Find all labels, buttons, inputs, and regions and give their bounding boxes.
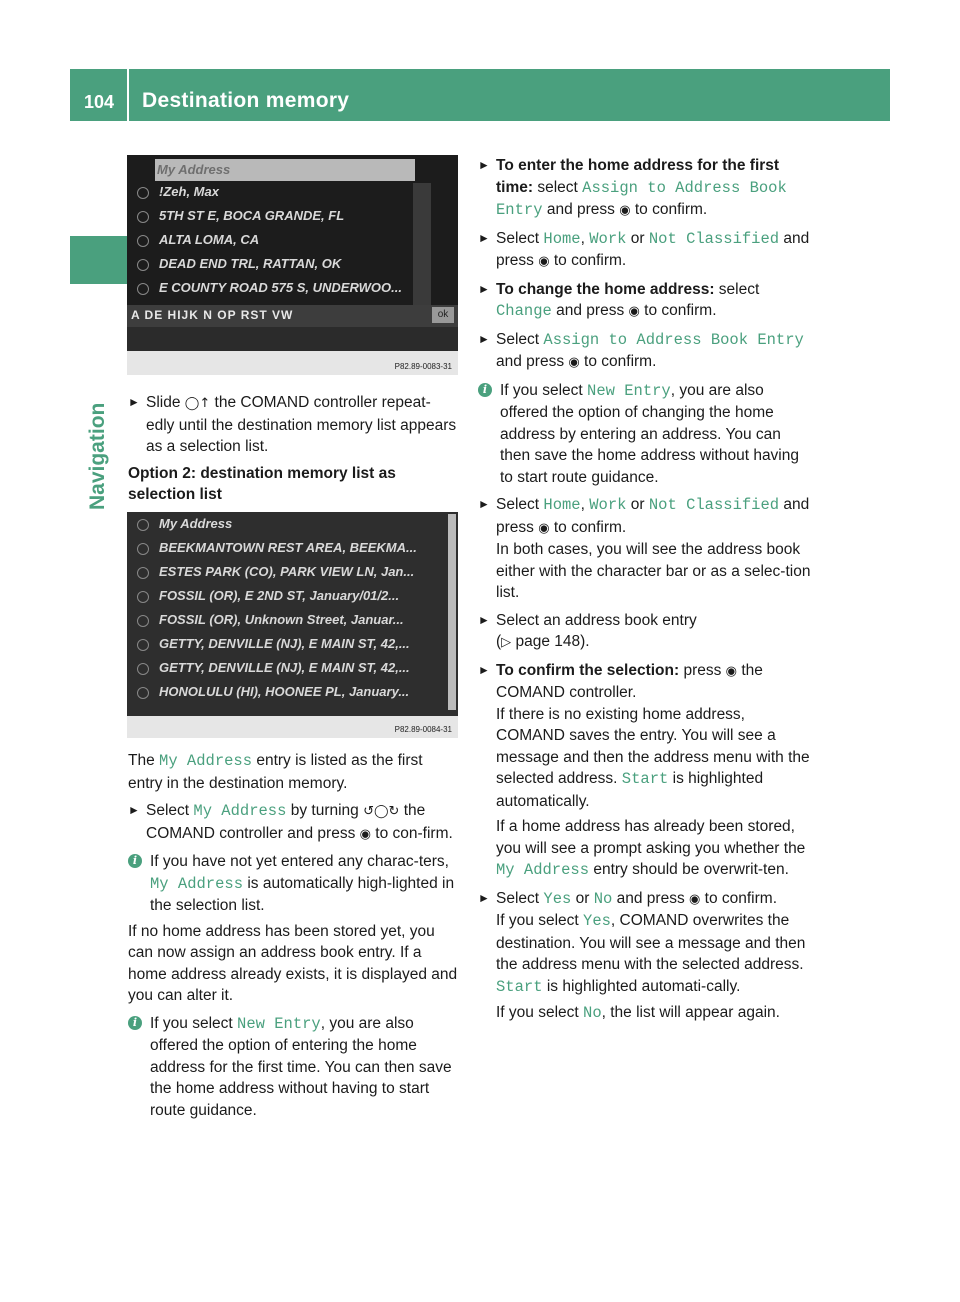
left-column: ► Slide ◯↑ the COMAND controller repeat-edly until the destination memory list appears as a selection list. Option 2: destination memory list as selection list [128, 392, 458, 506]
controller-press-icon: ◉ [359, 826, 371, 842]
header-divider [127, 69, 129, 121]
side-tab [70, 290, 128, 610]
controller-press-icon: ◉ [538, 254, 550, 269]
page-ref-icon: ▷ [501, 635, 512, 650]
list-item: GETTY, DENVILLE (NJ), E MAIN ST, 42,... [127, 660, 458, 684]
arrow-icon: ► [128, 395, 140, 409]
page-number: 104 [84, 92, 115, 112]
shot1-title: My Address [157, 162, 231, 177]
side-tab-label: Navigation [86, 402, 109, 510]
controller-slide-icon: ◯↑ [184, 396, 211, 411]
controller-press-icon: ◉ [628, 304, 640, 319]
arrow-icon: ► [478, 890, 490, 905]
controller-press-icon: ◉ [725, 663, 738, 679]
list-item: !Zeh, Max [127, 184, 458, 208]
list-item: FOSSIL (OR), Unknown Street, Januar... [127, 612, 458, 636]
screenshot-selection-list [127, 512, 458, 738]
list-item: ESTES PARK (CO), PARK VIEW LN, Jan... [127, 564, 458, 588]
arrow-icon: ► [478, 230, 490, 245]
controller-turn-icon: ↺◯↻ [363, 804, 400, 819]
list-item: 5TH ST E, BOCA GRANDE, FL [127, 208, 458, 232]
controller-press-icon: ◉ [568, 355, 580, 370]
info-icon: i [478, 383, 492, 397]
figure-ref: P82.89-0083-31 [394, 362, 452, 371]
side-tab-block [70, 236, 128, 284]
figure-ref: P82.89-0084-31 [394, 725, 452, 734]
list-item: DEAD END TRL, RATTAN, OK [127, 256, 458, 280]
list-item: ALTA LOMA, CA [127, 232, 458, 256]
list-item: HONOLULU (HI), HOONEE PL, January... [127, 684, 458, 708]
ok-button: ok [432, 307, 454, 323]
list-item: E COUNTY ROAD 575 S, UNDERWOO... [127, 280, 458, 304]
controller-press-icon: ◉ [538, 520, 550, 536]
controller-press-icon: ◉ [619, 203, 631, 218]
list-item: My Address [127, 516, 458, 540]
option2-heading: Option 2: destination memory list as selection list [128, 464, 396, 503]
arrow-icon: ► [478, 331, 490, 346]
page-title: Destination memory [142, 89, 350, 112]
list-item: GETTY, DENVILLE (NJ), E MAIN ST, 42,... [127, 636, 458, 660]
arrow-icon: ► [478, 612, 490, 627]
left-column-lower: The My Address entry is listed as the first entry in the destination memory. ► Select My Address by turning ↺◯↻ the COMAND controller and press ◉ to con-firm. i If you have not yet entered any charac-ters, My Address is automatically high-lighted in the selection list. If no home address has been stored yet, you can now assign an address book entry. If a home address already exists, it is displayed and you can alter it. i If you select New Entry, you are also offered the option of entering the home address for the first time. You can then save the home address without having to start route guidance. [128, 752, 458, 1119]
info-icon: i [128, 1016, 142, 1030]
arrow-icon: ► [478, 281, 490, 296]
list-item: FOSSIL (OR), E 2ND ST, January/01/2... [127, 588, 458, 612]
controller-press-icon: ◉ [689, 891, 701, 907]
list-item: BEEKMANTOWN REST AREA, BEEKMA... [127, 540, 458, 564]
info-icon: i [128, 854, 142, 868]
arrow-icon: ► [128, 803, 140, 817]
right-column: ► To enter the home address for the first time: select Assign to Address Book Entry and press ◉ to confirm. ► Select Home, Work or Not Classified and press ◉ to confirm. ► To change the home address: select Change and press ◉ to confirm. ► Select Assign to Address Book Entry and press ◉ to confirm. i If you select New Entry, you are also offered the option of changing the home address by entering an address. You can then save the home address without having to start route guidance. ► Select Home, Work or Not Classified and press ◉ to confirm. In both cases, you will see the address book either with the character bar or as a selec-tion list. ► Select an address book entry (▷ page 148). ► To confirm the selection: press ◉ the COMAND controller. If there is no existing home address, COMAND saves the entry. You will see a message and then the address menu with the selected address. Start is highlighted automatically. If a home address has already been stored, you will see a prompt asking you whether the My Address entry should be overwrit-ten. ► Select Yes or No and press ◉ to confirm. If you select Yes, COMAND overwrites the destination. You will see a message and then the address menu with the selected address. Start is highlighted automati-cally. If you select No, the list will appear again. [478, 157, 811, 1022]
char-bar: A DE HIJK N OP RST VW [131, 308, 294, 322]
arrow-icon: ► [478, 158, 490, 172]
screenshot-address-entry [127, 155, 458, 375]
arrow-icon: ► [478, 662, 490, 677]
arrow-icon: ► [478, 497, 490, 511]
